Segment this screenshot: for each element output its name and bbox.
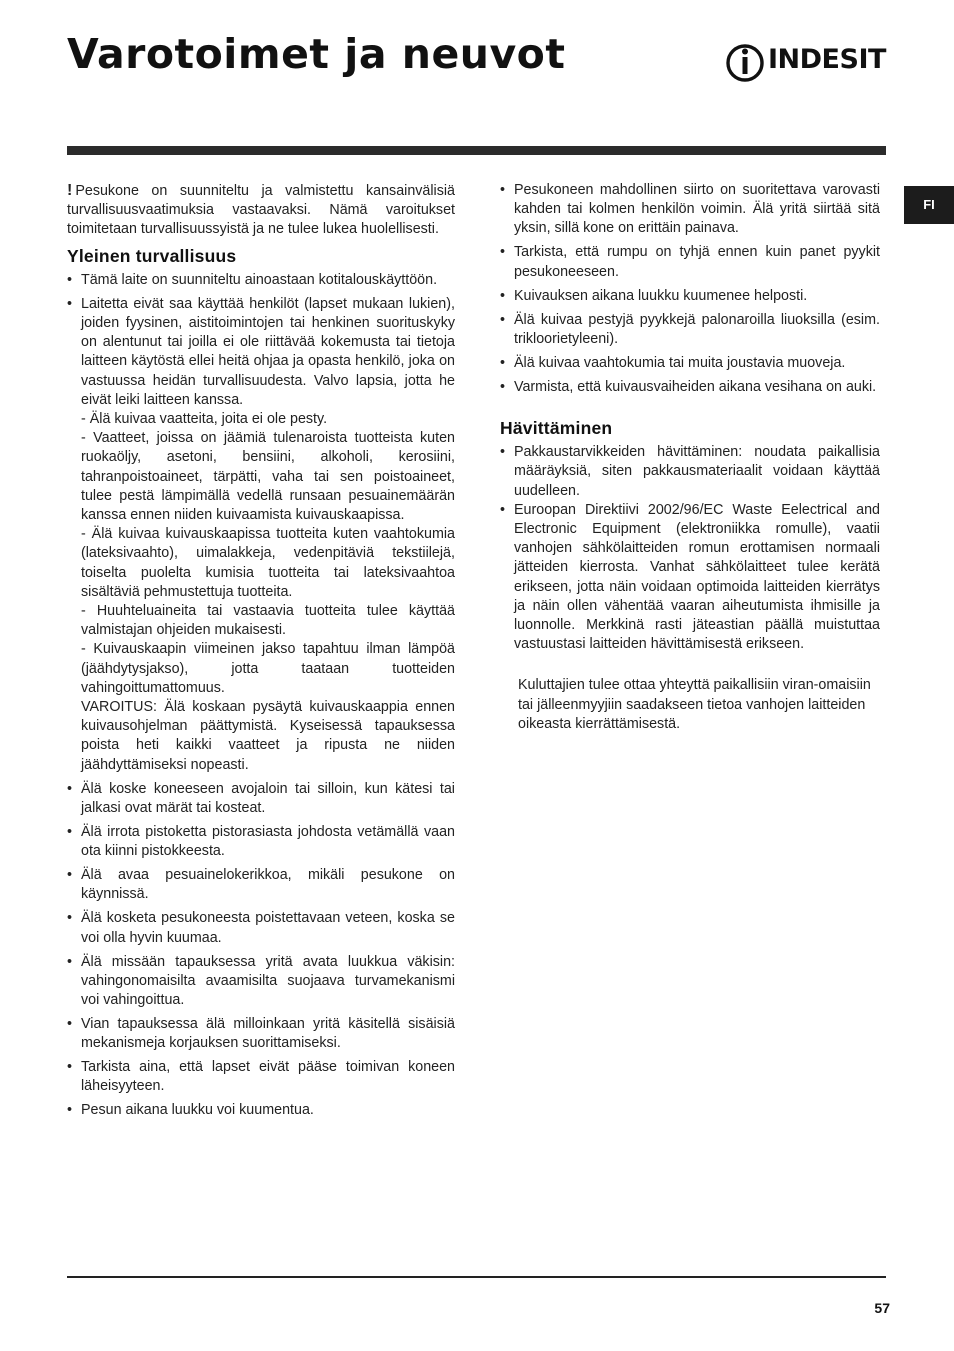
list-item: • Varmista, että kuivausvaiheiden aikana vesihana on auki. — [500, 378, 877, 395]
sub-item: - Älä kuivaa kuivauskaapissa tuotteita kuten vaahtokumia (lateksivaahto), uimalakkeja, vedenpitäviä tekstiilejä, toiselta puolelta kumisia tuotteita tai lateksivaahtoa sisältäviä pehmustettuja tuotteita. — [81, 526, 455, 600]
list-item: • Älä kuivaa pestyjä pyykkejä palonaroilla liuoksilla (esim. trikloorietyleeni). — [500, 311, 880, 347]
list-item: • Älä koske koneeseen avojaloin tai silloin, kun kätesi tai jalkasi ovat märät tai kosteat. — [67, 780, 455, 816]
brand-wordmark: INDESIT — [768, 44, 886, 75]
list-item: • Laitetta eivät saa käyttää henkilöt (lapset mukaan lukien), joiden fyysinen, aistitoimintojen tai henkinen suorituskyky on alentunut tai joilla ei ole riittävää kokemusta tai tietoja laitteen käytöstä ellei heitä ohjaa ja opasta henkilö, joka on vastuussa heidän turvallisuudesta. Valvo lapsia, jotta he eivät leiki laitteen kanssa. - Älä kuivaa vaatteita, joita ei ole pesty. - Vaatteet, joissa on jäämiä tulenaroista tuotteista kuten ruokaöljy, asetoni, bensiini, alkoholi, kerosiini, tahranpoistoaineet, tärpätti, vaha tai sen poistoaineet, tulee pestä lämpimällä vedellä runsaan pesuainemäärän kanssa ennen niiden kuivaamista kuivauskaapissa. - Älä kuivaa kuivauskaapissa tuotteita kuten vaahtokumia (lateksivaahto), uimalakkeja, vedenpitäviä tekstiilejä, toiselta puolelta kumisia tuotteita tai lateksivaahtoa sisältäviä pehmustettuja tuotteita. - Huuhteluaineita tai vastaavia tuotteita tulee käyttää valmistajan ohjeiden mukaisesti. - Kuivauskaapin viimeinen jakso tapahtuu ilman lämpöä (jäähdytysjakso), jotta taataan tuotteiden vahingoittumattomuus. VAROITUS: Älä koskaan pysäytä kuivauskaappia ennen kuivausohjelman päättymistä. Kyseisessä tapauksessa poista heti kaikki vaatteet ja ripusta ne niiden jäähdyttämiseksi nopeasti. — [67, 295, 455, 775]
list-item: • Euroopan Direktiivi 2002/96/EC Waste Eelectrical and Electronic Equipment (elektroniikka romulle), vaatii vanhojen sähkölaitteiden romun erottamisen normaali jätteiden kierrosta. Vanhat sähkölaitteet tulee kerätä erikseen, jotta näin voidaan optimoida laitteiden kierrätys ja näin ollen vähentää vaaran aiheutumista ihmisille ja luonnolle. Merkkinä rasti jäteastian päällä muistuttaa vastuustasi laitteiden hävittämisestä erikseen. — [500, 501, 880, 653]
list-item: • Vian tapauksessa älä milloinkaan yritä käsitellä sisäisiä mekanismeja korjauksen suorittamiseksi. — [67, 1015, 455, 1052]
sub-item: - Älä kuivaa vaatteita, joita ei ole pesty. — [81, 411, 328, 428]
section-heading-disposal: Hävittäminen — [500, 418, 613, 439]
list-item: • Tämä laite on suunniteltu ainoastaan kotitalouskäyttöön. — [67, 271, 438, 288]
sub-item: - Kuivauskaapin viimeinen jakso tapahtuu ilman lämpöä (jäähdytysjakso), jotta taataan tuotteiden vahingoittumattomuus. — [81, 641, 455, 696]
language-tab: FI — [904, 186, 954, 224]
sub-item: - Vaatteet, joissa on jäämiä tulenaroista tuotteista kuten ruokaöljy, asetoni, bensiini, alkoholi, kerosiini, tahranpoistoaineet, tärpätti, vaha tai sen poistoaineet, tulee pestä lämpimällä vedellä runsaan pesuainemäärän kanssa ennen niiden kuivaamista kuivauskaapissa. — [81, 430, 455, 524]
list-item: • Tarkista aina, että lapset eivät pääse toimivan koneen läheisyyteen. — [67, 1059, 455, 1095]
safety-list-continued — [500, 181, 880, 397]
list-item: • Älä kuivaa vaahtokumia tai muita joustavia muoveja. — [500, 354, 846, 371]
list-item: • Älä kosketa pesukoneesta poistettavaan veteen, koska se voi olla hyvin kuumaa. — [67, 910, 455, 946]
disposal-list — [500, 443, 880, 654]
intro-text: Pesukone on suunniteltu ja valmistettu kansainvälisiä turvallisuusvaatimuksia vastaavaksi. Nämä varoitukset toimitetaan turvallisuussyistä ja ne tulee lukea huolellisesti. — [67, 183, 455, 238]
list-item: • Älä irrota pistoketta pistorasiasta johdosta vetämällä vaan ota kiinni pistokkeesta. — [67, 823, 455, 860]
list-item: • Pesun aikana luukku voi kuumentua. — [67, 1102, 314, 1119]
intro-paragraph — [67, 181, 455, 240]
section-heading-general-safety: Yleinen turvallisuus — [67, 245, 237, 266]
list-item: • Pesukoneen mahdollinen siirto on suoritettava varovasti kahden tai kolmen henkilön voimin. Älä yritä siirtää sitä yksin, sillä kone on erittäin painava. — [500, 182, 880, 237]
page-number: 57 — [874, 1300, 890, 1316]
disposal-continuation: Kuluttajien tulee ottaa yhteyttä paikallisiin viran-omaisiin tai jälleenmyyjiin saadakseen tietoa vanhojen laitteiden oikeasta kierrättämisestä. — [518, 677, 871, 732]
right-column — [500, 181, 880, 734]
list-item: • Älä avaa pesuainelokerikkoa, mikäli pesukone on käynnissä. — [67, 867, 455, 903]
indesit-logo — [726, 41, 888, 85]
list-item: • Kuivauksen aikana luukku kuumenee helposti. — [500, 287, 808, 304]
list-item: • Älä missään tapauksessa yritä avata luukkua väkisin: vahingonomaisilta avaamisilta suojaava turvamekanismi voi vahingoittua. — [67, 953, 455, 1008]
page-title: Varotoimet ja neuvot — [67, 30, 566, 78]
list-item: • Pakkaustarvikkeiden hävittäminen: noudata paikallisia määräyksiä, siten pakkausmateriaalit voidaan käyttää uudelleen. — [500, 444, 880, 499]
header-rule — [67, 146, 886, 155]
brand-i-icon — [726, 41, 766, 85]
left-column — [67, 181, 455, 1125]
footer-rule — [67, 1276, 886, 1278]
sub-item: - Huuhteluaineita tai vastaavia tuotteita tulee käyttää valmistajan ohjeiden mukaisesti. — [81, 603, 455, 639]
general-safety-list — [67, 271, 455, 1121]
list-item: • Tarkista, että rumpu on tyhjä ennen kuin panet pyykit pesukoneeseen. — [500, 244, 880, 280]
warning-note: VAROITUS: Älä koskaan pysäytä kuivauskaappia ennen kuivausohjelman päättymistä. Kyseisessä tapauksessa poista heti kaikki vaatteet ja ripusta ne niiden jäähdyttämiseksi nopeasti. — [81, 699, 455, 773]
warning-mark: ! — [67, 182, 73, 199]
